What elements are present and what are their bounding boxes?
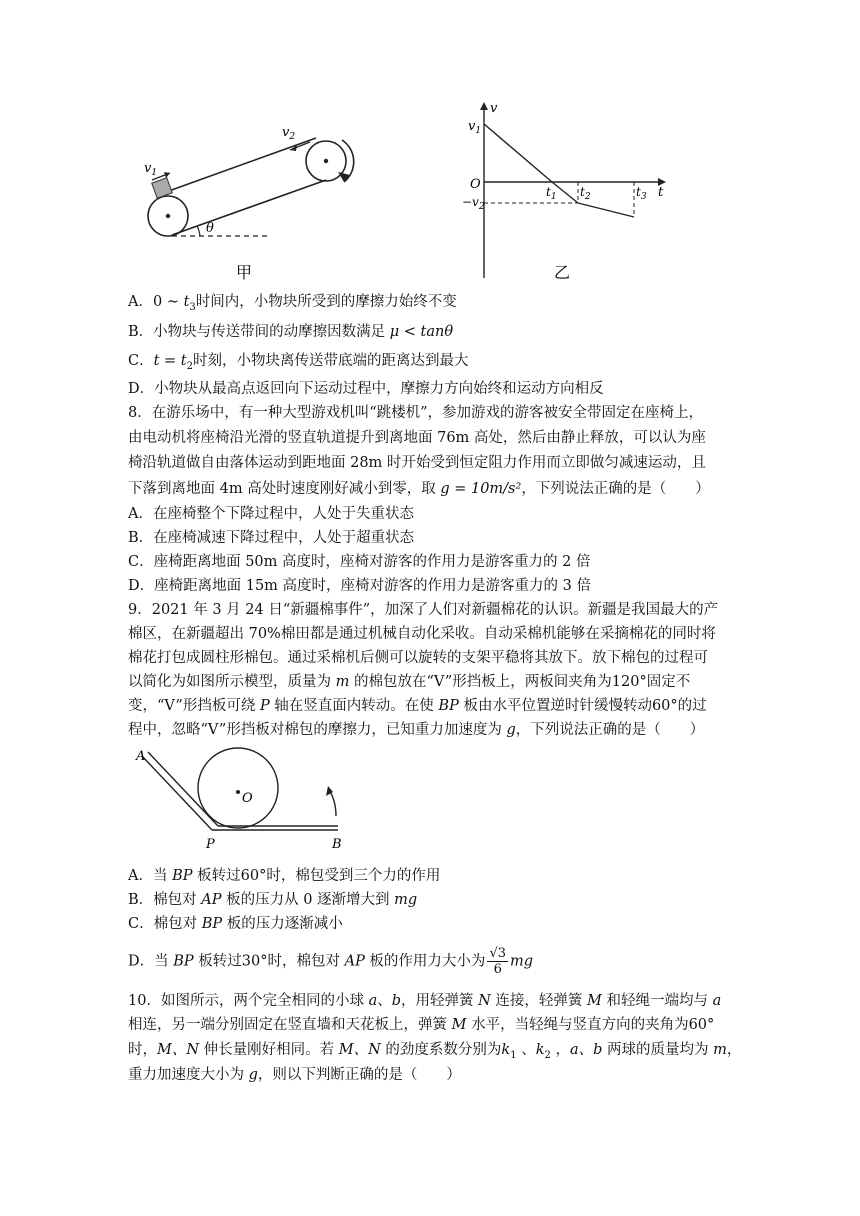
q8-option-c: C．座椅距离地面 50m 高度时，座椅对游客的作用力是游客重力的 2 倍 <box>128 554 591 570</box>
q9-option-d: D．当 BP 板转过30°时，棉包对 AP 板的作用力大小为 $\frac{√3}{6}$ mg <box>128 946 534 977</box>
q8-option-a: A．在座椅整个下降过程中，人处于失重状态 <box>128 506 414 522</box>
q7-option-a: A．0 ~ $t_3$时间内，小物块所受到的摩擦力始终不变 <box>128 294 457 313</box>
rotation-arrow-head <box>338 172 350 182</box>
q9-stem-line3: 棉花打包成圆柱形棉包。通过采棉机后侧可以旋转的支架平稳将其放下。放下棉包的过程可 <box>128 650 708 666</box>
q9-stem-line6: 程中，忽略“V”形挡板对棉包的摩擦力，已知重力加速度为 g，下列说法正确的是（ ） <box>128 722 705 738</box>
q7-option-d: D．小物块从最高点返回向下运动过程中，摩擦力方向始终和运动方向相反 <box>128 381 604 397</box>
figure-yi-label: 乙 <box>554 263 571 282</box>
t3-tick: $t_3$ <box>636 185 647 202</box>
cotton-bale-circle <box>198 748 278 828</box>
q10-stem-line1: 10．如图所示，两个完全相同的小球 a、b，用轻弹簧 N 连接，轻弹簧 M 和轻绳一端均与 a <box>128 993 722 1009</box>
belt-top-line <box>166 138 316 192</box>
board-ap-outer <box>142 756 212 830</box>
origin-label: O <box>470 177 481 192</box>
q9-option-a: A．当 BP 板转过60°时，棉包受到三个力的作用 <box>128 868 441 884</box>
theta-label: θ <box>206 221 214 236</box>
q8-option-d: D．座椅距离地面 15m 高度时，座椅对游客的作用力是游客重力的 3 倍 <box>128 578 591 594</box>
v1-tick: $v_1$ <box>468 119 482 136</box>
figure-jia-conveyor <box>130 120 370 290</box>
neg-v2-tick: $-v_2$ <box>462 195 485 212</box>
q9-option-c: C．棉包对 BP 板的压力逐渐减小 <box>128 916 343 932</box>
q7-option-b: B．小物块与传送带间的动摩擦因数满足 μ < tanθ <box>128 324 454 340</box>
q8-stem-line1: 8．在游乐场中，有一种大型游戏机叫“跳楼机”，参加游戏的游客被安全带固定在座椅上， <box>128 405 704 421</box>
point-a-label: A <box>136 749 146 764</box>
v1-label: $v_1$ <box>144 161 158 178</box>
q7-option-c: C．$t = t_2$时刻，小物块离传送带底端的距离达到最大 <box>128 353 469 372</box>
point-o-label: O <box>242 791 253 806</box>
segment-accel <box>578 203 634 217</box>
figure-jia-label: 甲 <box>236 263 253 282</box>
q10-stem-line2: 相连，另一端分别固定在竖直墙和天花板上，弹簧 M 水平，当轻绳与竖直方向的夹角为60° <box>128 1017 715 1033</box>
q10-stem-line4: 重力加速度大小为 g，则以下判断正确的是（ ） <box>128 1067 461 1083</box>
v-axis-label: v <box>490 101 498 116</box>
q8-option-b: B．在座椅减速下降过程中，人处于超重状态 <box>128 530 415 546</box>
figure-v-board-cotton <box>130 742 360 860</box>
q10-stem-line3: 时，M、N 伸长量刚好相同。若 M、N 的劲度系数分别为$k_1$ 、$k_2$ ，a、b 两球的质量均为 m， <box>128 1042 742 1061</box>
belt-bottom-line <box>172 180 326 235</box>
point-p-label: P <box>206 837 215 852</box>
small-block <box>152 178 173 199</box>
q8-stem-line4: 下落到离地面 4m 高处时速度刚好减小到零，取 g = 10m/s²，下列说法正确的是（ ） <box>128 481 710 497</box>
t-axis-label: t <box>658 185 664 200</box>
point-b-label: B <box>332 837 342 852</box>
q9-stem-line2: 棉区，在新疆超出 70%棉田都是通过机械自动化采收。自动采棉机能够在采摘棉花的同时将 <box>128 626 716 642</box>
q9-stem-line5: 变，“V”形挡板可绕 P 轴在竖直面内转动。在使 BP 板由水平位置逆时针缓慢转动60°的过 <box>128 698 707 714</box>
q8-stem-line2: 由电动机将座椅沿光滑的竖直轨道提升到离地面 76m 高处，然后由静止释放，可以认为座 <box>128 430 706 446</box>
v2-label: $v_2$ <box>282 125 296 142</box>
q8-stem-line3: 椅沿轨道做自由落体运动到距地面 28m 时开始受到恒定阻力作用而立即做匀减速运动，且 <box>128 455 706 471</box>
fraction-sqrt3-over-6: $\frac{√3}{6}$ <box>489 946 506 977</box>
t1-tick: $t_1$ <box>546 185 557 202</box>
q9-stem-line4: 以简化为如图所示模型，质量为 m 的棉包放在“V”形挡板上，两板间夹角为120°固定不 <box>128 674 691 690</box>
t2-tick: $t_2$ <box>580 185 591 202</box>
segment-decel <box>484 124 552 182</box>
figure-yi-vt-graph <box>462 100 682 290</box>
q9-stem-line1: 9．2021 年 3 月 24 日“新疆棉事件”，加深了人们对新疆棉花的认识。新疆是我国最大的产 <box>128 602 719 618</box>
q9-option-b: B．棉包对 AP 板的压力从 0 逐渐增大到 mg <box>128 892 418 908</box>
